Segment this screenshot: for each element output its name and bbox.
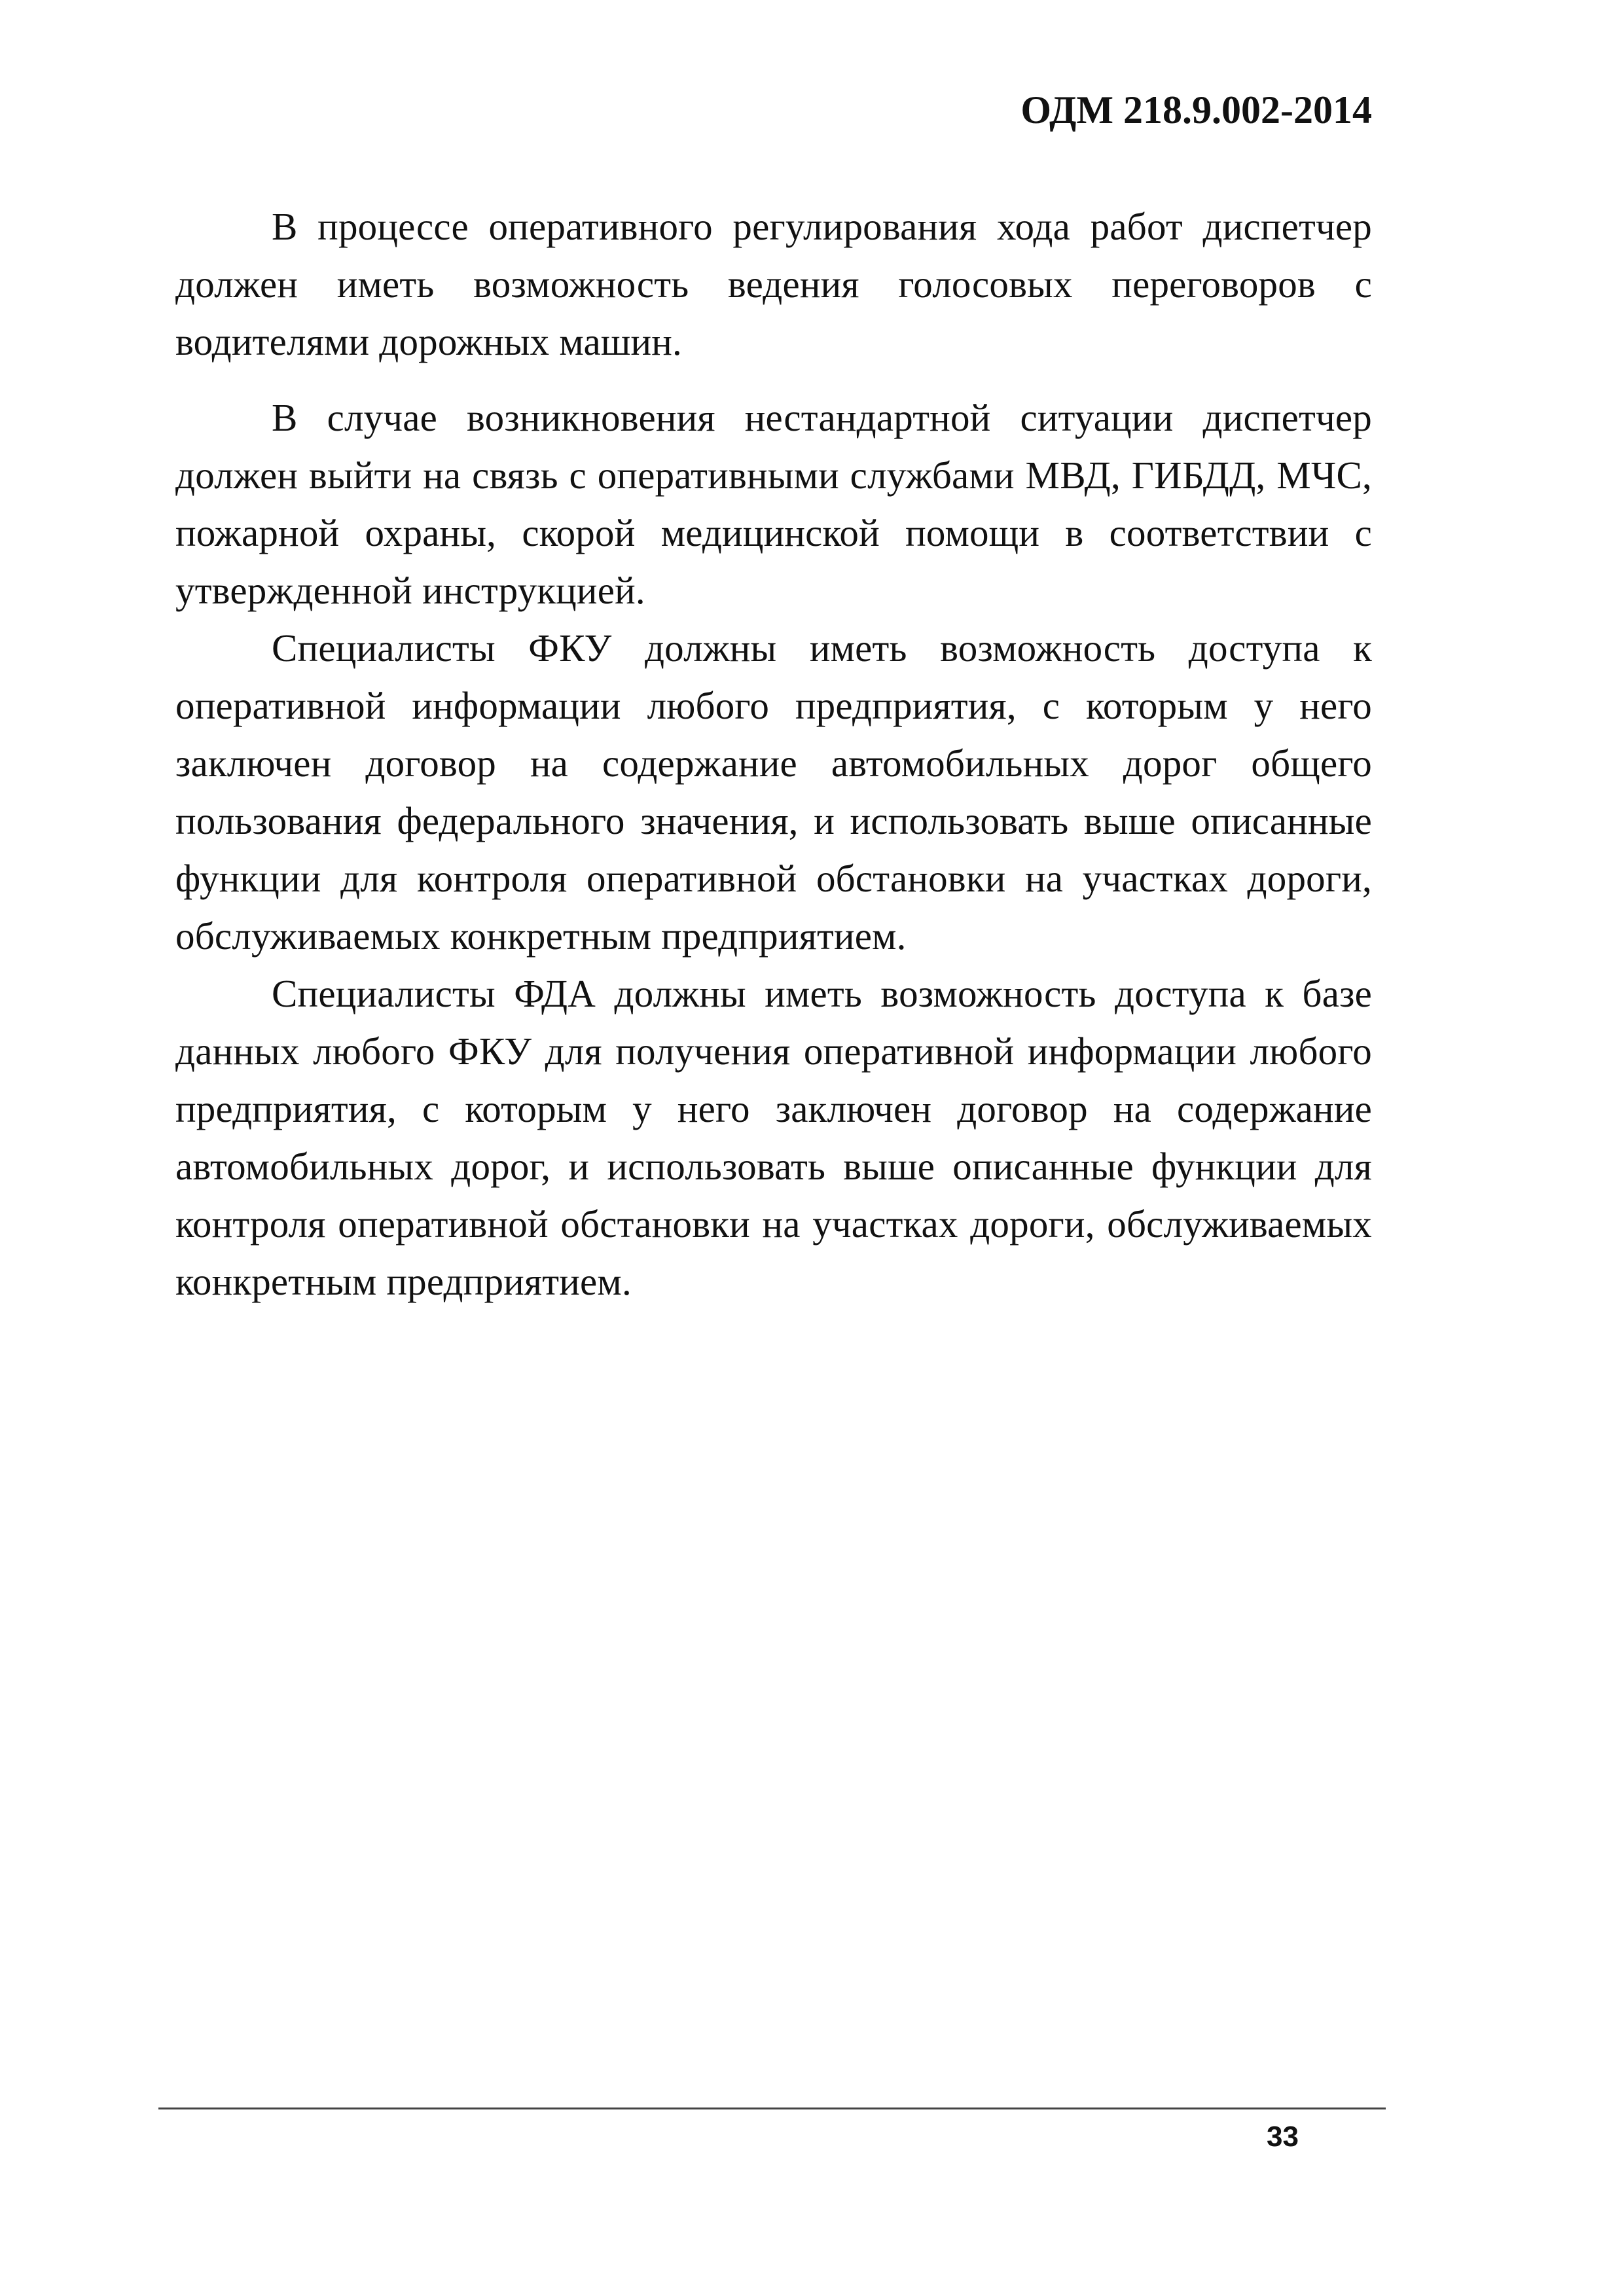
page-number: 33 (1267, 2121, 1299, 2153)
paragraph-fku-access: Специалисты ФКУ должны иметь возможность доступа к оперативной информации любого предприятия, с которым у него заключен договор на содержание автомобильных дорог общего пользования федерального значения, и использовать выше описанные функции для контроля оперативной обстановки на участках дороги, обслуживаемых конкретным предприятием. (175, 626, 1372, 958)
paragraph-fda-access: Специалисты ФДА должны иметь возможность доступа к базе данных любого ФКУ для получения оперативной информации любого предприятия, с которым у него заключен договор на содержание автомобильных дорог, и использовать выше описанные функции для контроля оперативной обстановки на участках дороги, обслуживаемых конкретным предприятием. (175, 972, 1372, 1303)
paragraph-emergency-services: В случае возникновения нестандартной ситуации диспетчер должен выйти на связь с оперативными службами МВД, ГИБДД, МЧС, пожарной охраны, скорой медицинской помощи в соответствии с утвержденной инструкцией. (175, 396, 1372, 612)
paragraph-dispatcher-voice: В процессе оперативного регулирования хода работ диспетчер должен иметь возможность ведения голосовых переговоров с водителями дорожных машин. (175, 205, 1372, 363)
document-code-header: ОДМ 218.9.002-2014 (1020, 88, 1372, 132)
body-text (175, 198, 1372, 1310)
footer-divider (158, 2108, 1386, 2109)
